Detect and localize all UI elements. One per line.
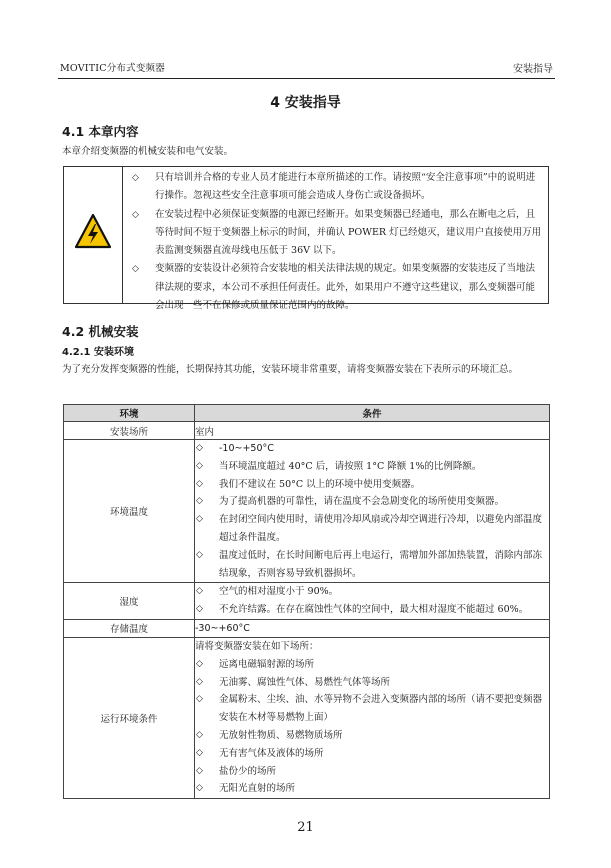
warning-box	[63, 166, 549, 312]
condition-list	[195, 656, 549, 798]
diamond-bullet-icon: ◇	[196, 586, 203, 597]
condition-cell	[195, 440, 550, 583]
condition-list	[195, 583, 549, 619]
condition-cell: 室内	[195, 422, 550, 440]
list-item: ◇ 盐份少的场所	[195, 763, 549, 781]
env-cell: 安装场所	[64, 422, 195, 440]
condition-list	[195, 440, 549, 582]
diamond-bullet-icon: ◇	[196, 729, 203, 740]
page-number: 21	[297, 820, 314, 835]
diamond-bullet-icon: ◇	[132, 264, 139, 275]
diamond-bullet-icon: ◇	[196, 549, 203, 560]
list-item: ◇ 为了提高机器的可靠性，请在温度不会急剧变化的场所使用变频器。	[195, 493, 549, 511]
section-heading-4-2: 4.2 机械安装	[62, 324, 139, 339]
diamond-bullet-icon: ◇	[196, 604, 203, 615]
condition-cell: -30~+60°C	[195, 619, 550, 637]
diamond-bullet-icon: ◇	[196, 443, 203, 453]
list-item: ◇ 空气的相对湿度小于 90%。	[195, 583, 549, 601]
env-cell: 环境温度	[64, 440, 195, 583]
list-item: ◇ 当环境温度超过 40°C 后，请按照 1°C 降额 1%的比例降额。	[195, 458, 549, 476]
list-item: ◇ -10~+50°C	[195, 440, 549, 458]
subsection-heading-4-2-1: 4.2.1 安装环境	[62, 347, 134, 358]
diamond-bullet-icon: ◇	[196, 747, 203, 758]
list-item: ◇ 金属粉末、尘埃、油、水等异物不会进入变频器内部的场所（请不要把变频器安装在木材等易燃物上面）	[195, 691, 549, 727]
env-cell: 湿度	[64, 583, 195, 620]
running-header-chapter: 安装指导	[513, 64, 553, 75]
diamond-bullet-icon: ◇	[132, 173, 139, 183]
list-item: ◇ 在封闭空间内使用时，请使用冷却风扇或冷却空调进行冷却，以避免内部温度超过条件温度。	[195, 511, 549, 547]
running-header-product: MOVITIC分布式变频器	[60, 63, 165, 74]
diamond-bullet-icon: ◇	[196, 694, 203, 705]
warning-item	[130, 260, 544, 315]
table-row	[64, 619, 550, 637]
env-cell: 存储温度	[64, 619, 195, 637]
diamond-bullet-icon: ◇	[196, 765, 203, 776]
table-row	[64, 440, 550, 583]
diamond-bullet-icon: ◇	[196, 658, 203, 669]
diamond-bullet-icon: ◇	[196, 676, 203, 687]
installation-environment-table	[63, 404, 550, 799]
column-header-environment: 环境	[64, 405, 195, 422]
warning-text: 只有培训并合格的专业人员才能进行本章所描述的工作。请按照“安全注意事项”中的说明进行操作。忽视这些安全注意事项可能会造成人身伤亡或设备损坏。	[155, 172, 536, 202]
high-voltage-warning-icon	[74, 213, 112, 249]
diamond-bullet-icon: ◇	[132, 209, 139, 220]
warning-item	[130, 169, 544, 206]
env-cell: 运行环境条件	[64, 637, 195, 798]
table-header-row	[64, 405, 550, 422]
list-item: ◇ 不允许结露。在存在腐蚀性气体的空间中，最大相对湿度不能超过 60%。	[195, 601, 549, 619]
section-heading-4-1: 4.1 本章内容	[62, 124, 139, 139]
list-item: ◇ 无有害气体及液体的场所	[195, 745, 549, 763]
list-item: ◇ 温度过低时，在长时间断电后再上电运行，需增加外部加热装置，消除内部冻结现象，否则容易导致机器损坏。	[195, 547, 549, 583]
chapter-title: 4 安装指导	[270, 95, 341, 111]
list-item: ◇ 远离电磁辐射源的场所	[195, 656, 549, 674]
warning-text: 变频器的安装设计必须符合安装地的相关法律法规的规定。如果变频器的安装违反了当地法律法规的要求，本公司不承担任何责任。此外，如果用户不遵守这些建议，那么变频器可能会出现一些不在保修或质量保证范围内的故障。	[155, 263, 536, 312]
diamond-bullet-icon: ◇	[196, 478, 203, 489]
warning-icon-cell	[64, 167, 123, 303]
condition-intro: 请将变频器安装在如下场所：	[195, 640, 319, 652]
diamond-bullet-icon: ◇	[196, 496, 203, 507]
warning-item	[130, 206, 544, 261]
condition-cell	[195, 583, 550, 620]
diamond-bullet-icon: ◇	[196, 460, 203, 471]
table-row	[64, 637, 550, 798]
diamond-bullet-icon: ◇	[196, 783, 203, 794]
table-row	[64, 422, 550, 440]
section-4-2-1-intro: 为了充分发挥变频器的性能，长期保持其功能，安装环境非常重要，请将变频器安装在下表所示的环境汇总。	[62, 364, 519, 375]
table-row	[64, 583, 550, 620]
header-rule	[58, 78, 555, 79]
condition-cell	[195, 637, 550, 798]
warning-list	[130, 169, 544, 315]
column-header-condition: 条件	[195, 405, 550, 422]
list-item: ◇ 无油雾、腐蚀性气体、易燃性气体等场所	[195, 674, 549, 692]
diamond-bullet-icon: ◇	[196, 514, 203, 525]
warning-text: 在安装过程中必须保证变频器的电源已经断开。如果变频器已经通电，那么在断电之后，且等待时间不短于变频器上标示的时间，并确认 POWER 灯已经熄灭，建议用户直接使用万用表监测变频器直流母线电压低于 36V 以下。	[155, 208, 542, 257]
list-item: ◇ 无放射性物质、易燃物质场所	[195, 727, 549, 745]
list-item: ◇ 无阳光直射的场所	[195, 780, 549, 798]
list-item: ◇ 我们不建议在 50°C 以上的环境中使用变频器。	[195, 476, 549, 494]
section-4-1-intro: 本章介绍变频器的机械安装和电气安装。	[62, 146, 234, 157]
